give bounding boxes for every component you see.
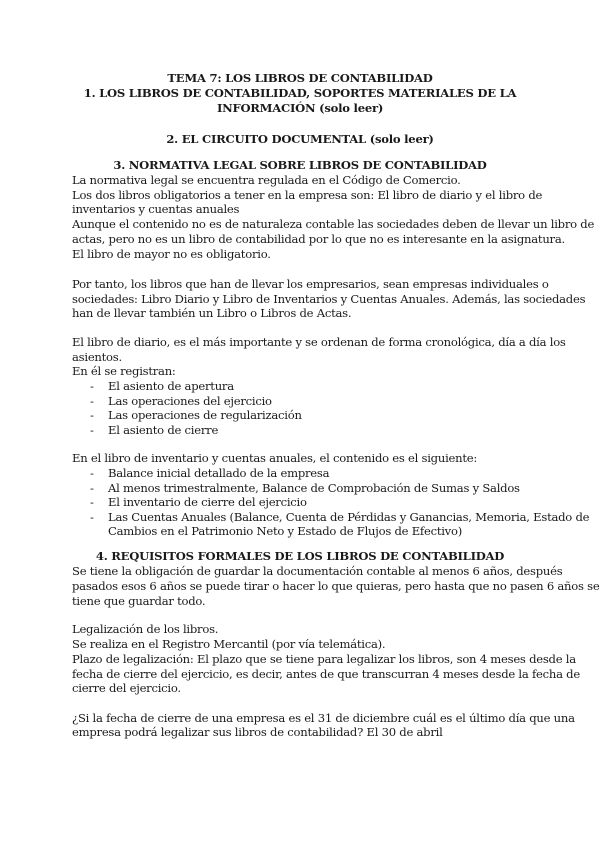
paragraph: En el libro de inventario y cuentas anuales, el contenido es el siguiente: bbox=[72, 451, 478, 465]
paragraph: Plazo de legalización: El plazo que se tiene para legalizar los libros, son 4 meses desde la bbox=[72, 652, 576, 666]
list-dash: - bbox=[90, 394, 94, 408]
list-dash: - bbox=[90, 510, 94, 524]
paragraph: El libro de diario, es el más importante y se ordenan de forma cronológica, día a día los bbox=[72, 335, 566, 349]
paragraph: ¿Si la fecha de cierre de una empresa es el 31 de diciembre cuál es el último día que una bbox=[72, 711, 575, 725]
section-1-heading-cont: INFORMACIÓN (solo leer) bbox=[216, 101, 384, 115]
paragraph: Los dos libros obligatorios a tener en la empresa son: El libro de diario y el libro de bbox=[72, 188, 543, 202]
list-item: El inventario de cierre del ejercicio bbox=[108, 495, 307, 509]
paragraph: han de llevar también un Libro o Libros de Actas. bbox=[72, 306, 352, 320]
list-item: Al menos trimestralmente, Balance de Comprobación de Sumas y Saldos bbox=[108, 481, 520, 495]
paragraph: El libro de mayor no es obligatorio. bbox=[72, 247, 271, 261]
list-item: El asiento de apertura bbox=[108, 379, 234, 393]
paragraph: Legalización de los libros. bbox=[72, 622, 219, 636]
list-item: Las Cuentas Anuales (Balance, Cuenta de Pérdidas y Ganancias, Memoria, Estado de bbox=[108, 510, 590, 524]
paragraph: fecha de cierre del ejercicio, es decir, antes de que transcurran 4 meses desde la fecha de bbox=[72, 667, 580, 681]
paragraph: Se tiene la obligación de guardar la documentación contable al menos 6 años, después bbox=[72, 564, 563, 578]
list-item: Balance inicial detallado de la empresa bbox=[108, 466, 330, 480]
list-dash: - bbox=[90, 466, 94, 480]
section-1-heading: 1. LOS LIBROS DE CONTABILIDAD, SOPORTES MATERIALES DE LA bbox=[83, 86, 517, 100]
paragraph: actas, pero no es un libro de contabilidad por lo que no es interesante en la asignatura. bbox=[72, 232, 565, 246]
list-item: Las operaciones del ejercicio bbox=[108, 394, 272, 408]
list-dash: - bbox=[90, 408, 94, 422]
paragraph: empresa podrá legalizar sus libros de contabilidad? El 30 de abril bbox=[72, 725, 443, 739]
paragraph: Aunque el contenido no es de naturaleza contable las sociedades deben de llevar un libro de bbox=[72, 217, 595, 231]
list-item-cont: Cambios en el Patrimonio Neto y Estado de Flujos de Efectivo) bbox=[108, 524, 462, 538]
list-dash: - bbox=[90, 481, 94, 495]
paragraph: tiene que guardar todo. bbox=[72, 594, 206, 608]
list-item: Las operaciones de regularización bbox=[108, 408, 302, 422]
paragraph: sociedades: Libro Diario y Libro de Inventarios y Cuentas Anuales. Además, las sociedades bbox=[72, 292, 586, 306]
list-dash: - bbox=[90, 423, 94, 437]
document-title: TEMA 7: LOS LIBROS DE CONTABILIDAD bbox=[167, 71, 433, 85]
paragraph: Por tanto, los libros que han de llevar los empresarios, sean empresas individuales o bbox=[72, 277, 549, 291]
paragraph: Se realiza en el Registro Mercantil (por vía telemática). bbox=[72, 637, 386, 651]
paragraph: asientos. bbox=[72, 350, 122, 364]
section-2-heading: 2. EL CIRCUITO DOCUMENTAL (solo leer) bbox=[166, 132, 434, 146]
paragraph: La normativa legal se encuentra regulada en el Código de Comercio. bbox=[72, 173, 461, 187]
paragraph: pasados esos 6 años se puede tirar o hacer lo que quieras, pero hasta que no pasen 6 años se bbox=[72, 579, 600, 593]
section-4-heading: 4. REQUISITOS FORMALES DE LOS LIBROS DE CONTABILIDAD bbox=[95, 549, 505, 563]
list-dash: - bbox=[90, 495, 94, 509]
paragraph: inventarios y cuentas anuales bbox=[72, 202, 240, 216]
list-dash: - bbox=[90, 379, 94, 393]
paragraph: cierre del ejercicio. bbox=[72, 681, 181, 695]
paragraph: En él se registran: bbox=[72, 364, 176, 378]
list-item: El asiento de cierre bbox=[108, 423, 219, 437]
section-3-heading: 3. NORMATIVA LEGAL SOBRE LIBROS DE CONTABILIDAD bbox=[113, 158, 487, 172]
